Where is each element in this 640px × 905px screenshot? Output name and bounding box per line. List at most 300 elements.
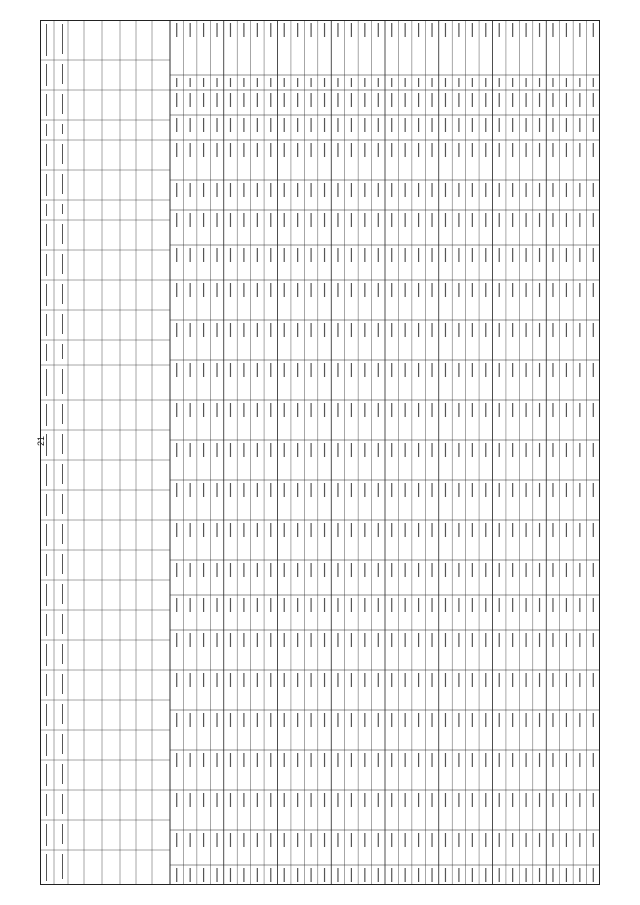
cell-text-mark (579, 213, 580, 227)
cell-text-mark (176, 23, 177, 37)
cell-text-mark (364, 213, 365, 227)
cell-text-mark (539, 633, 540, 647)
cell-text-mark (230, 713, 231, 727)
cell-text-mark (431, 248, 432, 262)
header-text-mark (62, 644, 63, 664)
cell-text-mark (337, 143, 338, 157)
cell-text-mark (566, 753, 567, 767)
cell-text-mark (310, 753, 311, 767)
cell-text-mark (216, 633, 217, 647)
cell-text-mark (257, 833, 258, 847)
cell-text-mark (499, 633, 500, 647)
cell-text-mark (405, 403, 406, 417)
cell-text-mark (351, 213, 352, 227)
cell-text-mark (176, 403, 177, 417)
cell-text-mark (579, 248, 580, 262)
cell-text-mark (499, 118, 500, 132)
cell-text-mark (324, 248, 325, 262)
cell-text-mark (485, 673, 486, 687)
cell-text-mark (243, 523, 244, 537)
cell-text-mark (297, 323, 298, 337)
cell-text-mark (418, 323, 419, 337)
cell-text-mark (472, 78, 473, 87)
cell-text-mark (593, 78, 594, 87)
cell-text-mark (230, 23, 231, 37)
cell-text-mark (405, 93, 406, 107)
cell-text-mark (458, 833, 459, 847)
cell-text-mark (405, 753, 406, 767)
cell-text-mark (351, 753, 352, 767)
cell-text-mark (391, 598, 392, 612)
cell-text-mark (203, 753, 204, 767)
cell-text-mark (243, 443, 244, 457)
cell-text-mark (499, 363, 500, 377)
cell-text-mark (176, 673, 177, 687)
cell-text-mark (284, 868, 285, 882)
cell-text-mark (337, 598, 338, 612)
cell-text-mark (405, 833, 406, 847)
header-text-mark (62, 144, 63, 164)
cell-text-mark (284, 443, 285, 457)
cell-text-mark (525, 753, 526, 767)
header-text-mark (62, 554, 63, 574)
cell-text-mark (431, 753, 432, 767)
header-text-mark (46, 24, 47, 56)
cell-text-mark (270, 633, 271, 647)
cell-text-mark (324, 213, 325, 227)
cell-text-mark (351, 598, 352, 612)
cell-text-mark (552, 633, 553, 647)
header-text-mark (46, 614, 47, 636)
header-text-mark (46, 854, 47, 881)
cell-text-mark (405, 713, 406, 727)
cell-text-mark (297, 483, 298, 497)
cell-text-mark (364, 118, 365, 132)
cell-text-mark (458, 403, 459, 417)
cell-text-mark (458, 118, 459, 132)
cell-text-mark (405, 443, 406, 457)
cell-text-mark (257, 23, 258, 37)
cell-text-mark (324, 753, 325, 767)
cell-text-mark (190, 483, 191, 497)
cell-text-mark (405, 23, 406, 37)
cell-text-mark (525, 248, 526, 262)
cell-text-mark (243, 633, 244, 647)
cell-text-mark (458, 213, 459, 227)
cell-text-mark (270, 23, 271, 37)
cell-text-mark (485, 713, 486, 727)
cell-text-mark (418, 673, 419, 687)
cell-text-mark (431, 713, 432, 727)
cell-text-mark (176, 793, 177, 807)
cell-text-mark (364, 93, 365, 107)
cell-text-mark (337, 118, 338, 132)
cell-text-mark (364, 143, 365, 157)
cell-text-mark (284, 483, 285, 497)
header-text-mark (46, 94, 47, 116)
cell-text-mark (525, 483, 526, 497)
cell-text-mark (297, 793, 298, 807)
cell-text-mark (324, 443, 325, 457)
header-text-mark (62, 174, 63, 194)
cell-text-mark (593, 143, 594, 157)
cell-text-mark (230, 283, 231, 297)
cell-text-mark (270, 323, 271, 337)
cell-text-mark (351, 483, 352, 497)
cell-text-mark (284, 23, 285, 37)
cell-text-mark (418, 403, 419, 417)
header-text-mark (62, 584, 63, 604)
cell-text-mark (230, 563, 231, 577)
cell-text-mark (364, 23, 365, 37)
cell-text-mark (270, 753, 271, 767)
cell-text-mark (579, 93, 580, 107)
cell-text-mark (284, 248, 285, 262)
cell-text-mark (297, 523, 298, 537)
cell-text-mark (472, 213, 473, 227)
cell-text-mark (257, 523, 258, 537)
cell-text-mark (378, 118, 379, 132)
cell-text-mark (364, 753, 365, 767)
cell-text-mark (418, 483, 419, 497)
cell-text-mark (418, 283, 419, 297)
cell-text-mark (525, 403, 526, 417)
cell-text-mark (431, 793, 432, 807)
cell-text-mark (391, 793, 392, 807)
cell-text-mark (203, 93, 204, 107)
cell-text-mark (485, 143, 486, 157)
cell-text-mark (270, 213, 271, 227)
cell-text-mark (257, 443, 258, 457)
cell-text-mark (203, 713, 204, 727)
cell-text-mark (566, 23, 567, 37)
cell-text-mark (243, 183, 244, 197)
cell-text-mark (243, 753, 244, 767)
cell-text-mark (418, 633, 419, 647)
header-text-mark (62, 494, 63, 514)
cell-text-mark (176, 753, 177, 767)
cell-text-mark (472, 633, 473, 647)
cell-text-mark (525, 833, 526, 847)
cell-text-mark (458, 598, 459, 612)
cell-text-mark (405, 523, 406, 537)
cell-text-mark (525, 793, 526, 807)
cell-text-mark (539, 283, 540, 297)
cell-text-mark (552, 78, 553, 87)
cell-text-mark (391, 283, 392, 297)
header-text-mark (46, 344, 47, 361)
cell-text-mark (216, 93, 217, 107)
cell-text-mark (525, 363, 526, 377)
cell-text-mark (566, 868, 567, 882)
cell-text-mark (458, 443, 459, 457)
cell-text-mark (284, 598, 285, 612)
cell-text-mark (391, 523, 392, 537)
header-text-mark (46, 794, 47, 816)
cell-text-mark (512, 23, 513, 37)
cell-text-mark (525, 713, 526, 727)
cell-text-mark (525, 78, 526, 87)
cell-text-mark (431, 673, 432, 687)
cell-text-mark (378, 93, 379, 107)
cell-text-mark (324, 673, 325, 687)
cell-text-mark (378, 403, 379, 417)
cell-text-mark (230, 323, 231, 337)
cell-text-mark (579, 443, 580, 457)
header-text-mark (62, 614, 63, 634)
cell-text-mark (405, 183, 406, 197)
cell-text-mark (593, 183, 594, 197)
cell-text-mark (525, 93, 526, 107)
cell-text-mark (216, 143, 217, 157)
cell-text-mark (485, 283, 486, 297)
cell-text-mark (176, 483, 177, 497)
header-text-mark (46, 584, 47, 606)
cell-text-mark (364, 403, 365, 417)
header-text-mark (46, 464, 47, 486)
cell-text-mark (566, 93, 567, 107)
cell-text-mark (431, 633, 432, 647)
cell-text-mark (445, 753, 446, 767)
cell-text-mark (203, 363, 204, 377)
cell-text-mark (230, 213, 231, 227)
cell-text-mark (270, 523, 271, 537)
cell-text-mark (176, 78, 177, 87)
cell-text-mark (190, 833, 191, 847)
cell-text-mark (579, 633, 580, 647)
cell-text-mark (525, 183, 526, 197)
cell-text-mark (190, 673, 191, 687)
cell-text-mark (391, 443, 392, 457)
cell-text-mark (310, 183, 311, 197)
header-text-mark (62, 404, 63, 424)
cell-text-mark (203, 78, 204, 87)
cell-text-mark (499, 143, 500, 157)
cell-text-mark (391, 118, 392, 132)
cell-text-mark (230, 183, 231, 197)
cell-text-mark (324, 793, 325, 807)
header-text-mark (62, 854, 63, 879)
cell-text-mark (512, 443, 513, 457)
cell-text-mark (485, 363, 486, 377)
cell-text-mark (499, 78, 500, 87)
cell-text-mark (297, 78, 298, 87)
header-text-mark (46, 124, 47, 136)
cell-text-mark (203, 23, 204, 37)
cell-text-mark (458, 283, 459, 297)
cell-text-mark (216, 443, 217, 457)
cell-text-mark (593, 443, 594, 457)
cell-text-mark (499, 563, 500, 577)
cell-text-mark (324, 868, 325, 882)
cell-text-mark (485, 563, 486, 577)
cell-text-mark (203, 833, 204, 847)
cell-text-mark (458, 633, 459, 647)
cell-text-mark (324, 403, 325, 417)
cell-text-mark (351, 443, 352, 457)
cell-text-mark (472, 563, 473, 577)
cell-text-mark (472, 248, 473, 262)
cell-text-mark (351, 23, 352, 37)
cell-text-mark (216, 213, 217, 227)
cell-text-mark (310, 833, 311, 847)
header-text-mark (46, 369, 47, 396)
cell-text-mark (337, 523, 338, 537)
cell-text-mark (566, 673, 567, 687)
cell-text-mark (378, 283, 379, 297)
cell-text-mark (297, 23, 298, 37)
cell-text-mark (351, 363, 352, 377)
cell-text-mark (203, 563, 204, 577)
cell-text-mark (270, 248, 271, 262)
cell-text-mark (190, 143, 191, 157)
cell-text-mark (472, 753, 473, 767)
cell-text-mark (284, 183, 285, 197)
header-text-mark (46, 404, 47, 426)
cell-text-mark (203, 323, 204, 337)
cell-text-mark (324, 118, 325, 132)
cell-text-mark (472, 833, 473, 847)
cell-text-mark (458, 713, 459, 727)
cell-text-mark (270, 443, 271, 457)
cell-text-mark (445, 523, 446, 537)
cell-text-mark (472, 23, 473, 37)
cell-text-mark (418, 143, 419, 157)
cell-text-mark (297, 118, 298, 132)
cell-text-mark (552, 143, 553, 157)
cell-text-mark (310, 443, 311, 457)
cell-text-mark (351, 833, 352, 847)
cell-text-mark (337, 868, 338, 882)
cell-text-mark (216, 248, 217, 262)
cell-text-mark (539, 248, 540, 262)
cell-text-mark (297, 563, 298, 577)
cell-text-mark (418, 118, 419, 132)
cell-text-mark (512, 523, 513, 537)
cell-text-mark (257, 868, 258, 882)
cell-text-mark (525, 598, 526, 612)
cell-text-mark (405, 868, 406, 882)
cell-text-mark (445, 118, 446, 132)
cell-text-mark (593, 753, 594, 767)
cell-text-mark (310, 118, 311, 132)
cell-text-mark (579, 868, 580, 882)
cell-text-mark (431, 403, 432, 417)
cell-text-mark (458, 93, 459, 107)
cell-text-mark (257, 283, 258, 297)
cell-text-mark (324, 598, 325, 612)
cell-text-mark (391, 248, 392, 262)
cell-text-mark (579, 183, 580, 197)
cell-text-mark (190, 868, 191, 882)
cell-text-mark (190, 563, 191, 577)
cell-text-mark (270, 118, 271, 132)
cell-text-mark (284, 213, 285, 227)
cell-text-mark (176, 523, 177, 537)
cell-text-mark (310, 78, 311, 87)
cell-text-mark (190, 323, 191, 337)
cell-text-mark (176, 443, 177, 457)
cell-text-mark (243, 833, 244, 847)
cell-text-mark (243, 483, 244, 497)
cell-text-mark (512, 563, 513, 577)
cell-text-mark (190, 523, 191, 537)
cell-text-mark (378, 633, 379, 647)
cell-text-mark (525, 443, 526, 457)
cell-text-mark (512, 78, 513, 87)
cell-text-mark (378, 183, 379, 197)
cell-text-mark (310, 563, 311, 577)
cell-text-mark (337, 483, 338, 497)
cell-text-mark (485, 323, 486, 337)
cell-text-mark (324, 713, 325, 727)
cell-text-mark (216, 483, 217, 497)
cell-text-mark (297, 868, 298, 882)
cell-text-mark (324, 23, 325, 37)
cell-text-mark (257, 483, 258, 497)
cell-text-mark (230, 403, 231, 417)
cell-text-mark (472, 483, 473, 497)
cell-text-mark (418, 868, 419, 882)
cell-text-mark (445, 633, 446, 647)
header-text-mark (46, 254, 47, 276)
cell-text-mark (512, 248, 513, 262)
cell-text-mark (566, 483, 567, 497)
cell-text-mark (190, 713, 191, 727)
cell-text-mark (566, 143, 567, 157)
cell-text-mark (499, 833, 500, 847)
cell-text-mark (351, 868, 352, 882)
cell-text-mark (310, 523, 311, 537)
cell-text-mark (418, 213, 419, 227)
cell-text-mark (445, 283, 446, 297)
cell-text-mark (216, 23, 217, 37)
cell-text-mark (485, 633, 486, 647)
cell-text-mark (391, 833, 392, 847)
cell-text-mark (190, 753, 191, 767)
cell-text-mark (324, 283, 325, 297)
header-text-mark (62, 524, 63, 544)
header-text-mark (62, 824, 63, 844)
cell-text-mark (243, 118, 244, 132)
cell-text-mark (579, 673, 580, 687)
cell-text-mark (391, 363, 392, 377)
cell-text-mark (458, 523, 459, 537)
cell-text-mark (364, 673, 365, 687)
header-text-mark (46, 704, 47, 726)
cell-text-mark (216, 363, 217, 377)
cell-text-mark (337, 323, 338, 337)
header-text-mark (62, 734, 63, 754)
cell-text-mark (176, 833, 177, 847)
cell-text-mark (539, 868, 540, 882)
cell-text-mark (458, 323, 459, 337)
cell-text-mark (297, 403, 298, 417)
header-text-mark (62, 794, 63, 814)
cell-text-mark (190, 403, 191, 417)
cell-text-mark (593, 483, 594, 497)
cell-text-mark (499, 93, 500, 107)
cell-text-mark (566, 713, 567, 727)
cell-text-mark (458, 248, 459, 262)
cell-text-mark (297, 753, 298, 767)
cell-text-mark (257, 563, 258, 577)
cell-text-mark (297, 283, 298, 297)
cell-text-mark (297, 183, 298, 197)
cell-text-mark (552, 23, 553, 37)
cell-text-mark (458, 483, 459, 497)
cell-text-mark (445, 323, 446, 337)
